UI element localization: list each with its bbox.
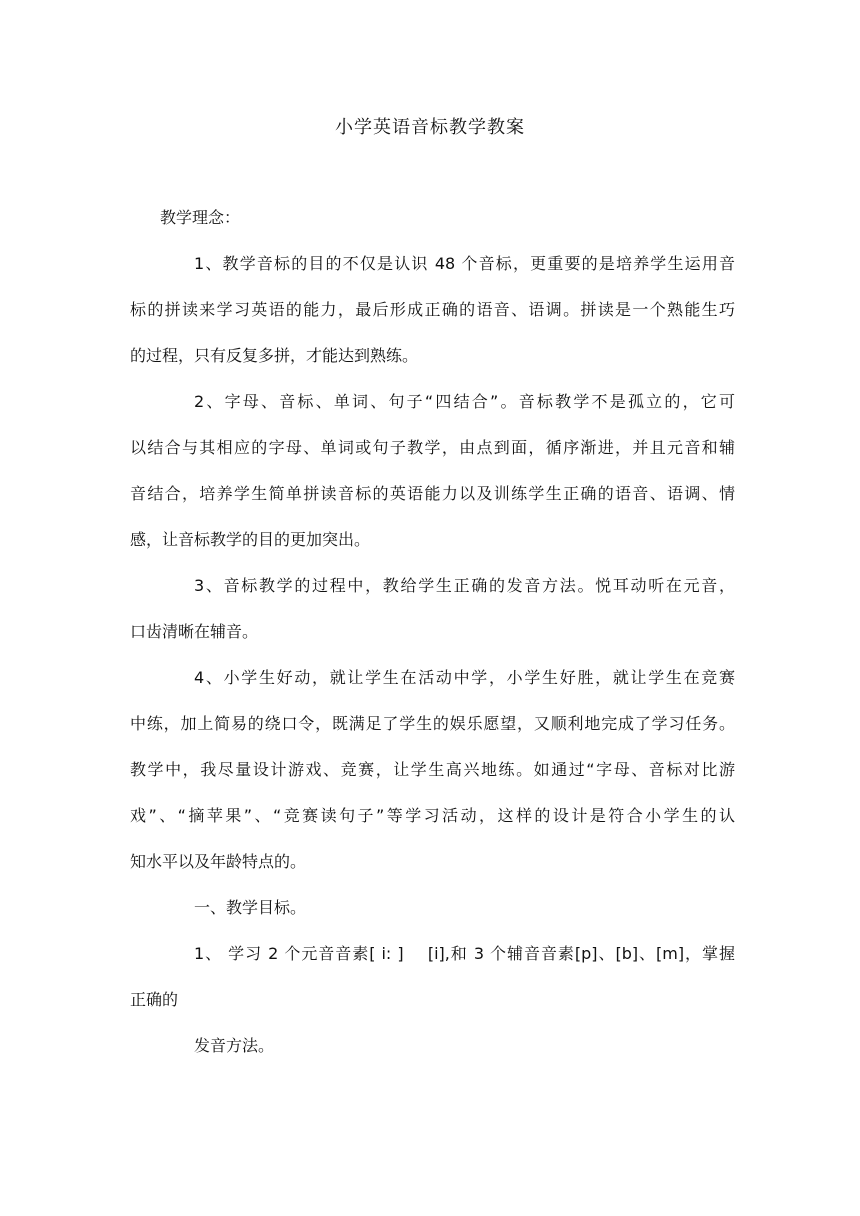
section-heading: 教学理念：	[160, 208, 241, 227]
paragraph-1-line-1: 1、教学音标的目的不仅是认识 48 个音标，更重要的是培养学生运用音	[194, 254, 735, 273]
paragraph-2-line-3: 音结合，培养学生简单拼读音标的英语能力以及训练学生正确的语音、语调、情	[130, 484, 735, 503]
paragraph-4-line-3: 教学中，我尽量设计游戏、竞赛，让学生高兴地练。如通过“字母、音标对比游	[130, 760, 735, 779]
paragraph-3-line-2: 口齿清晰在辅音。	[130, 622, 259, 641]
paragraph-2-line-2: 以结合与其相应的字母、单词或句子教学，由点到面，循序渐进，并且元音和辅	[130, 438, 735, 457]
objectives-heading: 一、教学目标。	[194, 898, 307, 917]
objective-1-line-2: 正确的	[130, 990, 179, 1009]
paragraph-4-line-1: 4、小学生好动，就让学生在活动中学，小学生好胜，就让学生在竞赛	[194, 668, 735, 687]
paragraph-2-line-1: 2、字母、音标、单词、句子“四结合”。音标教学不是孤立的，它可	[194, 392, 735, 411]
objective-1-line-3: 发音方法。	[194, 1036, 275, 1055]
paragraph-4-line-4: 戏”、“摘苹果”、“竞赛读句子”等学习活动，这样的设计是符合小学生的认	[130, 806, 735, 825]
paragraph-4-line-2: 中练，加上简易的绕口令，既满足了学生的娱乐愿望，又顺利地完成了学习任务。	[130, 714, 735, 733]
paragraph-4-line-5: 知水平以及年龄特点的。	[130, 852, 307, 871]
paragraph-1-line-2: 标的拼读来学习英语的能力，最后形成正确的语音、语调。拼读是一个熟能生巧	[130, 300, 735, 319]
paragraph-3-line-1: 3、音标教学的过程中，教给学生正确的发音方法。悦耳动听在元音，	[194, 576, 735, 595]
objective-1-line-1: 1、 学习 2 个元音音素[ i: ] [i],和 3 个辅音音素[p]、[b]、[m]，掌握	[194, 944, 735, 963]
paragraph-2-line-4: 感，让音标教学的目的更加突出。	[130, 530, 371, 549]
paragraph-1-line-3: 的过程，只有反复多拼，才能达到熟练。	[130, 346, 419, 365]
document-title: 小学英语音标教学教案	[335, 117, 525, 138]
